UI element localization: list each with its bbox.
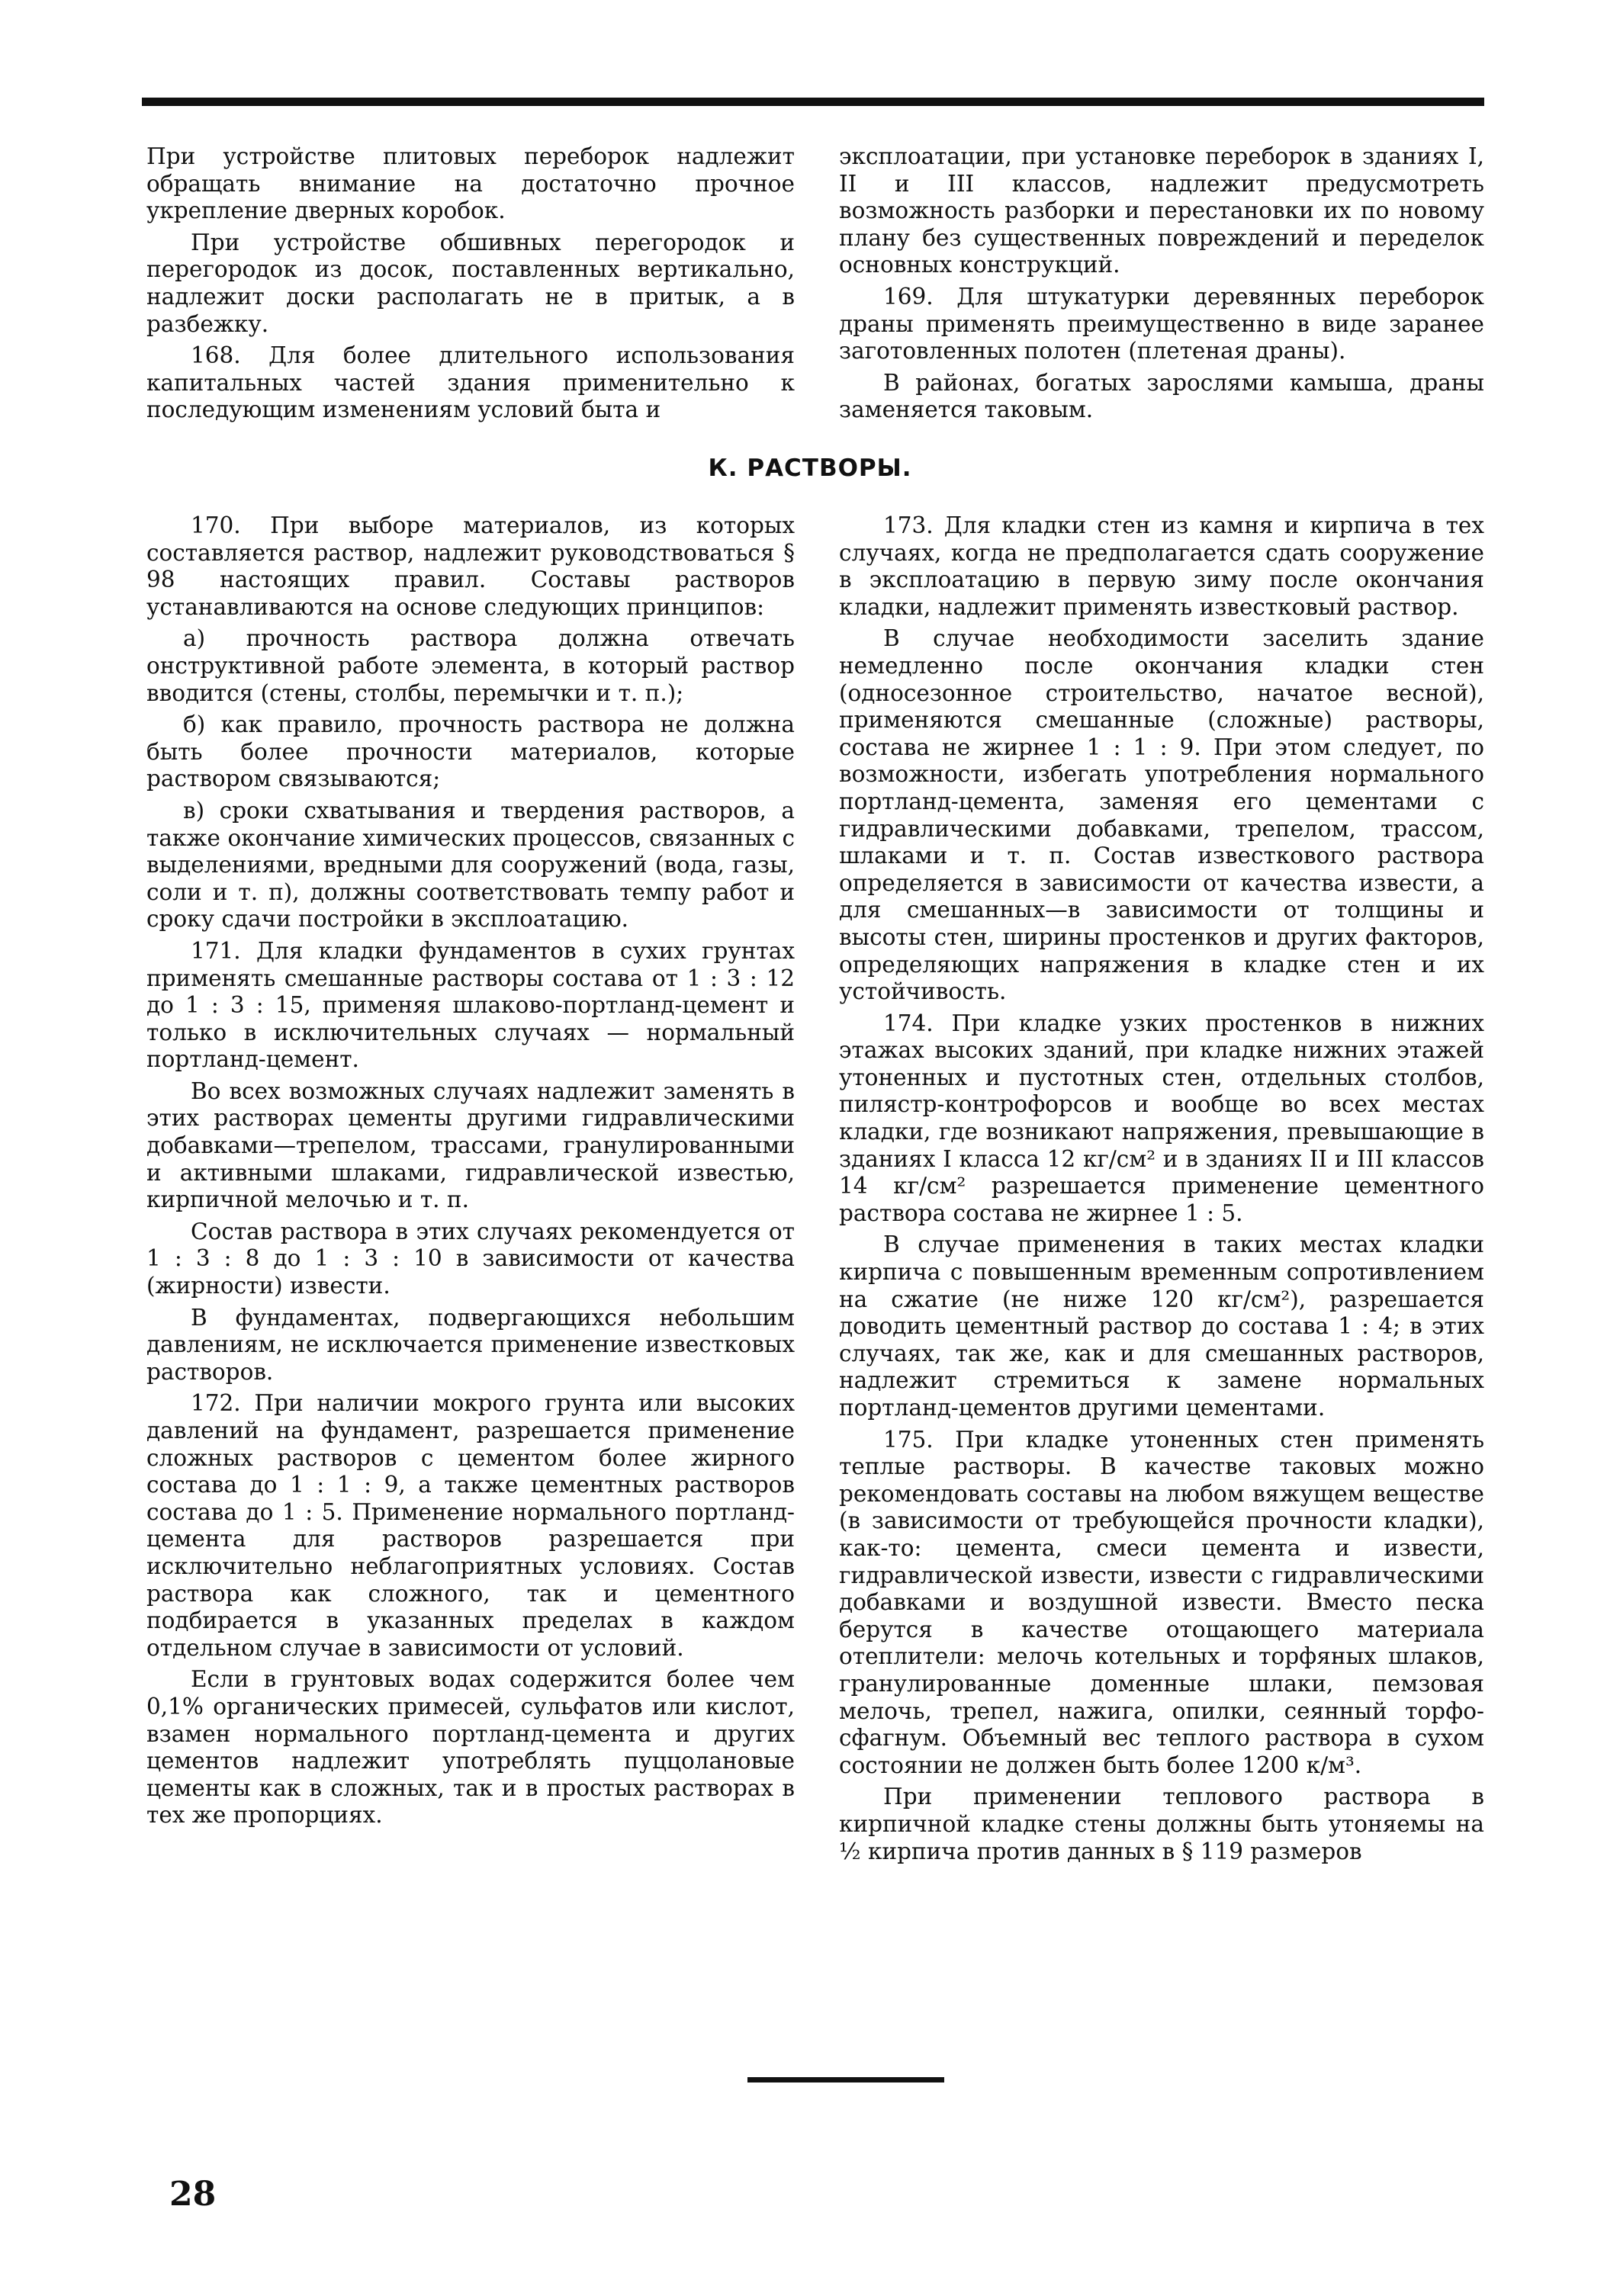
- paragraph: 174. При кладке узких простенков в нижних этажах высоких зданий, при кладке нижних этажей утоненных и пустотных стен, отдельных столбов, пилястр-контрофорсов и вообще во всех местах кладки, где возникают напряжения, превышающие в зданиях I класса 12 кг/см² и в зданиях II и III классов 14 кг/см² разрешается применение цементного раствора состава не жирнее 1 : 5.: [839, 1010, 1484, 1226]
- paragraph: Если в грунтовых водах содержится более чем 0,1% органических примесей, сульфатов или кислот, взамен нормального портланд-цемента и других цементов надлежит употреблять пуццолановые цементы как в сложных, так и в простых растворах в тех же пропорциях.: [146, 1666, 795, 1829]
- top-rule: [142, 98, 1484, 106]
- top-left-column: [146, 143, 795, 424]
- bottom-rule: [747, 2077, 944, 2082]
- paragraph: 175. При кладке утоненных стен применять теплые растворы. В качестве таковых можно рекомендовать составы на любом вяжущем веществе (в зависимости от требующейся прочности кладки), как-то: цемента, смеси цемента и извести, гидравлической извести, извести с гидравлическими добавками и воздушной извести. Вместо песка берутся в качестве отощающего материала отеплители: мелочь котельных и торфяных шлаков, гранулированные доменные шлаки, пемзовая мелочь, трепел, нажига, опилки, сеянный торфо-сфагнум. Объемный вес теплого раствора в сухом состоянии не должен быть более 1200 к/м³.: [839, 1426, 1484, 1778]
- left-column: [146, 512, 795, 1829]
- paragraph: В случае необходимости заселить здание немедленно после окончания кладки стен (односезонное строительство, начатое весной), применяются смешанные (сложные) растворы, состава не жирнее 1 : 1 : 9. При этом следует, по возможности, избегать употребления нормального портланд-цемента, заменяя его цементами с гидравлическими добавками, трепелом, трассом, шлаками и т. п. Состав известкового раствора определяется в зависимости от качества извести, а для смешанных—в зависимости от толщины и высоты стен, ширины простенков и других факторов, определяющих напряжения в кладке стен и их устойчивость.: [839, 625, 1484, 1005]
- paragraph: 171. Для кладки фундаментов в сухих грунтах применять смешанные растворы состава от 1 : 3 : 12 до 1 : 3 : 15, применяя шлаково-портланд-цемент и только в исключительных случаях — нормальный портланд-цемент.: [146, 937, 795, 1073]
- paragraph: эксплоатации, при установке переборок в зданиях I, II и III классов, надлежит предусмотреть возможность разборки и перестановки их по новому плану без существенных повреждений и переделок основных конструкций.: [839, 143, 1484, 278]
- top-right-column: [839, 143, 1484, 424]
- paragraph: 170. При выборе материалов, из которых составляется раствор, надлежит руководствоваться § 98 настоящих правил. Составы растворов устанавливаются на основе следующих принципов:: [146, 512, 795, 620]
- page-number: 28: [169, 2175, 217, 2214]
- paragraph: В районах, богатых зарослями камыша, драны заменяется таковым.: [839, 369, 1484, 423]
- paragraph: 169. Для штукатурки деревянных переборок драны применять преимущественно в виде заранее заготовленных полотен (плетеная драны).: [839, 283, 1484, 364]
- list-item: в) сроки схватывания и твердения растворов, а также окончание химических процессов, связанных с выделениями, вредными для сооружений (вода, газы, соли и т. п), должны соответствовать темпу работ и сроку сдачи постройки в эксплоатацию.: [146, 797, 795, 933]
- list-item: а) прочность раствора должна отвечать онструктивной работе элемента, в который раствор вводится (стены, столбы, перемычки и т. п.);: [146, 625, 795, 706]
- paragraph: Состав раствора в этих случаях рекомендуется от 1 : 3 : 8 до 1 : 3 : 10 в зависимости от качества (жирности) извести.: [146, 1218, 795, 1299]
- paragraph: 168. Для более длительного использования капитальных частей здания применительно к последующим изменениям условий быта и: [146, 342, 795, 423]
- paragraph: В случае применения в таких местах кладки кирпича с повышенным временным сопротивлением на сжатие (не ниже 120 кг/см²), разрешается доводить цементный раствор до состава 1 : 4; в этих случаях, так же, как и для смешанных растворов, надлежит стремиться к замене нормальных портланд-цементов другими цементами.: [839, 1231, 1484, 1421]
- paragraph: 172. При наличии мокрого грунта или высоких давлений на фундамент, разрешается применение сложных растворов с цементом более жирного состава до 1 : 1 : 9, а также цементных растворов состава до 1 : 5. Применение нормального портланд-цемента для растворов разрешается при исключительно неблагоприятных условиях. Состав раствора как сложного, так и цементного подбирается в указанных пределах в каждом отдельном случае в зависимости от условий.: [146, 1390, 795, 1661]
- paragraph: Во всех возможных случаях надлежит заменять в этих растворах цементы другими гидравлическими добавками—трепелом, трассами, гранулированными и активными шлаками, гидравлической известью, кирпичной мелочью и т. п.: [146, 1077, 795, 1213]
- paragraph: В фундаментах, подвергающихся небольшим давлениям, не исключается применение известковых растворов.: [146, 1304, 795, 1385]
- list-item: б) как правило, прочность раствора не должна быть более прочности материалов, которые раствором связываются;: [146, 711, 795, 792]
- paragraph: При применении теплового раствора в кирпичной кладке стены должны быть утоняемы на ½ кирпича против данных в § 119 размеров: [839, 1784, 1484, 1864]
- paragraph: При устройстве обшивных перегородок и перегородок из досок, поставленных вертикально, надлежит доски располагать не в притык, а в разбежку.: [146, 229, 795, 337]
- paragraph: При устройстве плитовых переборок надлежит обращать внимание на достаточно прочное укрепление дверных коробок.: [146, 143, 795, 224]
- section-heading: К. РАСТВОРЫ.: [708, 454, 912, 482]
- right-column: [839, 512, 1484, 1865]
- paragraph: 173. Для кладки стен из камня и кирпича в тех случаях, когда не предполагается сдать сооружение в эксплоатацию в первую зиму после окончания кладки, надлежит применять известковый раствор.: [839, 512, 1484, 620]
